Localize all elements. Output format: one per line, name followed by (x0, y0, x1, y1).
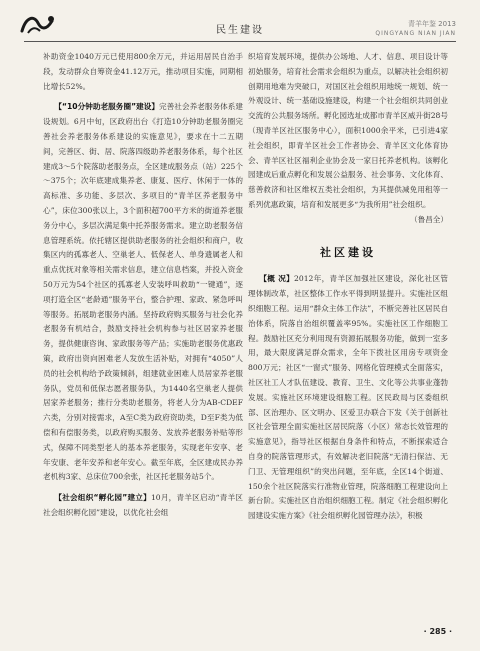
intro-paragraph: 补助资金1040万元已使用800余万元，并运用居民自治手段，发动群众自筹资金41.12万元，推动项目实施，同期相比增长52%。 (43, 52, 243, 91)
running-header-journal (375, 20, 456, 38)
section-heading-community: 社区建设 (320, 245, 376, 259)
incubator-heading: 【社会组织“孵化园”建立】 (54, 493, 151, 503)
running-header-section-title: 民生建设 (216, 25, 264, 36)
overview-body: 2012年，青羊区加强社区建设，深化社区管理体制改革，社区整体工作水平得到明显提升。实施社区组织细胞工程。运用“群众主体工作法”，不断完善社区居民自治体系，院落自治组织覆盖率95%。实施社区工作细胞工程。鼓励社区充分利用现有资源拓展服务功能，做到一室多用，最大限度满足群众需求，全年下拨社区用房专项资金800万元；社区“一窗式”服务、网格化管理模式全面落实，社区社工人才队伍建设、教育、卫生、文化等公共事业蓬勃发展。实施社区环境建设细胞工程。区民政局与区委组织部、区治理办、区文明办、区爱卫办联合下发《关于创新社区社会管理全面实施社区居民院落（小区）常态长效管理的实施意见》，指导社区根据自身条件和特点，不断探索适合自身的院落管理形式，有效解决老旧院落“无清扫保洁、无门卫、无管理组织”的突出问题，至年底，全区14个街道、150余个社区院落实行准物业管理，院落细胞工程建设向上新台阶。实施社区自治组织细胞工程。制定《社会组织孵化园建设实施方案》《社会组织孵化园管理办法》，积极 (248, 274, 448, 521)
journal-pinyin: QINGYANG NIAN JIAN (375, 30, 456, 37)
left-column (43, 50, 243, 521)
incubator-body: 10月，青羊区启动“青羊区社会组织孵化园”建设，以优化社会组 (43, 493, 244, 517)
page-number: · 285 · (423, 627, 452, 636)
header-rule (24, 41, 456, 42)
right-column (248, 50, 448, 524)
overview-heading: 【概 况】 (259, 274, 295, 284)
elderly-service-paragraph (43, 100, 243, 485)
overview-paragraph (248, 272, 448, 524)
elderly-service-heading: 【“10分钟助老服务圈”建设】 (54, 102, 160, 112)
elderly-service-body: 完善社会养老服务体系建设规划。6月中旬，区政府出台《打造10分钟助老服务圈完善社会养老服务体系建设的实施意见》，要求在十二五期间，完善区、街、居、院落四级助养老服务体系，每个社区建成3～5个院落助老服务点，全区建成服务点（站）225个～375个；次年底建成集养老、康复、医疗、休闲于一体的高标准、多功能、多层次、多项目的“青羊区养老服务中心”，床位300张以上，3个面积超700平方米的街道养老服务分中心，多层次满足集中托养服务需求。建立助老服务信息管理系统。依托辖区提供助老服务的社会组织和商户，收集区内的孤寡老人、空巢老人、低保老人、单身遗属老人和重点优抚对象等相关需求信息，建立信息档案，并投入资金50万元为54个社区的孤寡老人安装呼叫救助“一键通”，逐项打造全区“老龄通”服务平台，整合护理、家政、紧急呼叫等服务。拓展助老服务内涵。坚持政府购买服务与社会化养老服务有机结合，鼓励支持社会机构参与社区居家养老服务，提供健康咨询、家政服务等产品；实施助老服务优惠政策，政府出资向困难老人发放生活补贴，对拥有“4050”人员的社会机构给予政策倾斜，组建就业困难人员居家养老服务队，党员和低保志愿者服务队，为1440名空巢老人提供居家养老服务；推行分类助老服务，将老人分为AB-CDEF六类，分别对接需求，A至C类为政府资助类，D至F类为低偿和有偿服务类，以政府购买服务、发放养老服务补贴等形式，保障不同类型老人的基本养老服务，实现老年安享、老年安康、老年安养和老年安心。截至年底，全区建成民办养老机构3家、总床位700余张，社区托老服务站5个。 (43, 102, 243, 482)
incubator-paragraph (43, 491, 243, 521)
journal-title: 青羊年鉴 2013 (407, 20, 456, 28)
author-signature: （鲁昌全） (410, 214, 448, 224)
continuation-paragraph: 织培育发展环境，提供办公场地、人才、信息、项目设计等初始服务，培育社会需求会组织为重点，以解决社会组织初创期用地难为突破口，对国区社会组织用地统一规划、统一外观设计、统一基础设施建设，构建一个社会组织共同创业交流的公共服务场所。孵化园选址成都市青羊区威升街28号（现青羊区社区服务中心），面积1000余平米，已引进4家社会组织，即青羊区社会工作者协会、青羊区文化体育协会、青羊区社区福利企业协会及一家日托养老机构。该孵化园建成后重点孵化和发展公益服务、社会事务、文化体育、慈善救济和社区维权五类社会组织，为其提供减免用租等一系列优惠政策，培育和发展更多“为我所用”社会组织。 (248, 52, 448, 209)
